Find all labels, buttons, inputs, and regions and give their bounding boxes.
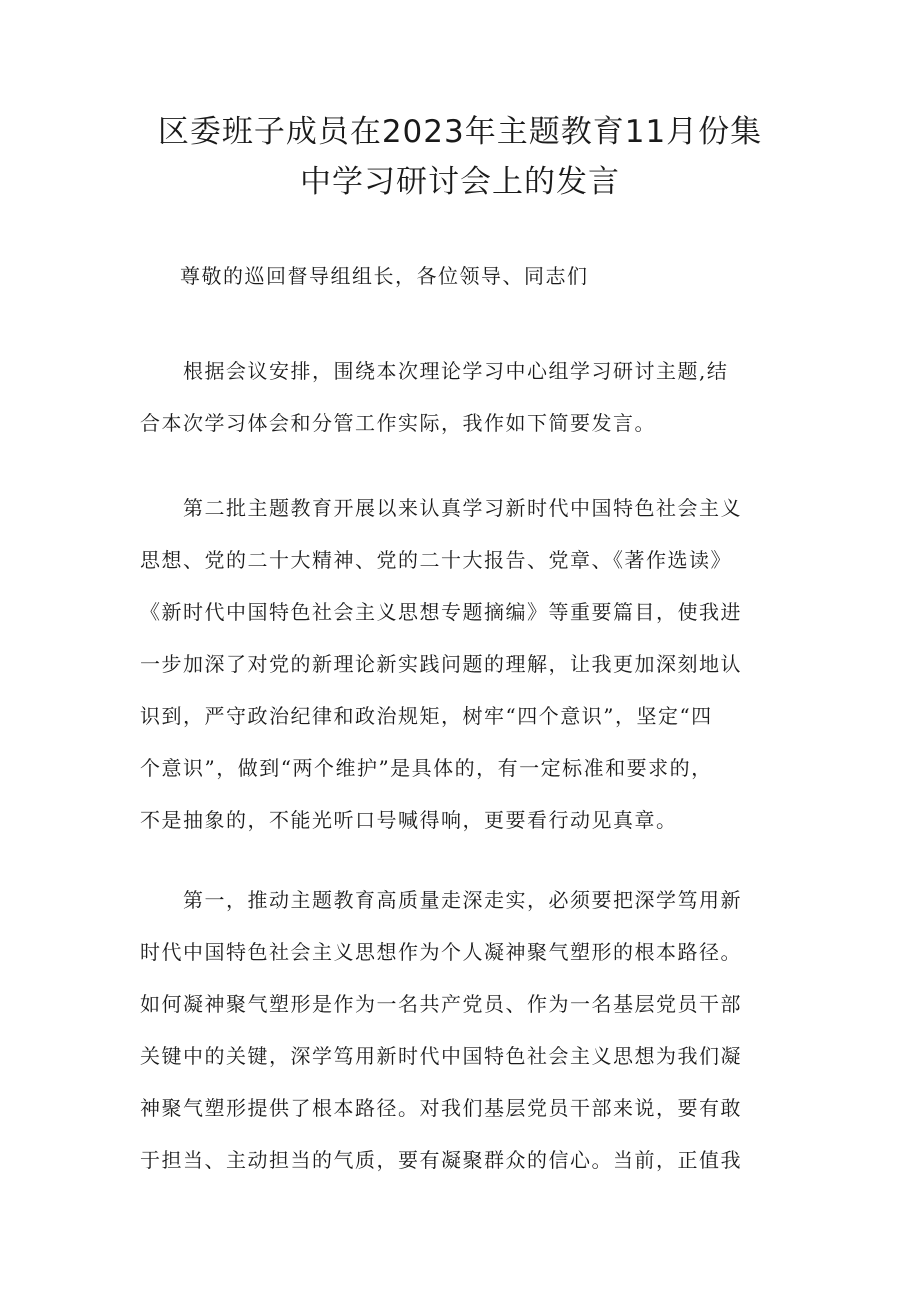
paragraph-line: 《新时代中国特色社会主义思想专题摘编》等重要篇目，使我进 xyxy=(140,600,742,624)
paragraph-line: 个意识”，做到“两个维护”是具体的，有一定标准和要求的， xyxy=(140,756,713,780)
paragraph-line: 第一，推动主题教育高质量走深走实，必须要把深学笃用新 xyxy=(140,888,742,912)
paragraph-line: 不是抽象的，不能光听口号喊得响，更要看行动见真章。 xyxy=(140,808,678,832)
paragraph-line: 如何凝神聚气塑形是作为一名共产党员、作为一名基层党员干部 xyxy=(140,992,742,1016)
paragraph-line: 识到，严守政治纪律和政治规矩，树牢“四个意识”，坚定“四 xyxy=(140,704,713,728)
document-title-line-1: 区委班子成员在2023年主题教育11月份集 xyxy=(157,114,763,150)
paragraph-line: 合本次学习体会和分管工作实际，我作如下简要发言。 xyxy=(140,411,656,435)
paragraph-line: 思想、党的二十大精神、党的二十大报告、党章、《著作选读》 xyxy=(140,548,732,572)
paragraph-line: 神聚气塑形提供了根本路径。对我们基层党员干部来说，要有敢 xyxy=(140,1096,742,1120)
paragraph-3 xyxy=(140,874,800,1186)
document-title-line-2: 中学习研讨会上的发言 xyxy=(300,164,620,200)
salutation xyxy=(140,250,800,302)
paragraph-line: 一步加深了对党的新理论新实践问题的理解，让我更加深刻地认 xyxy=(140,652,742,676)
salutation-text: 尊敬的巡回督导组组长，各位领导、同志们 xyxy=(180,264,589,288)
paragraph-line: 关键中的关键，深学笃用新时代中国特色社会主义思想为我们凝 xyxy=(140,1044,742,1068)
paragraph-line: 于担当、主动担当的气质，要有凝聚群众的信心。当前，正值我 xyxy=(140,1148,742,1172)
paragraph-line: 第二批主题教育开展以来认真学习新时代中国特色社会主义 xyxy=(140,496,742,520)
paragraph-2 xyxy=(140,482,800,846)
paragraph-1 xyxy=(140,345,800,449)
paragraph-line: 根据会议安排，围绕本次理论学习中心组学习研讨主题,结 xyxy=(140,359,729,383)
paragraph-line: 时代中国特色社会主义思想作为个人凝神聚气塑形的根本路径。 xyxy=(140,940,742,964)
